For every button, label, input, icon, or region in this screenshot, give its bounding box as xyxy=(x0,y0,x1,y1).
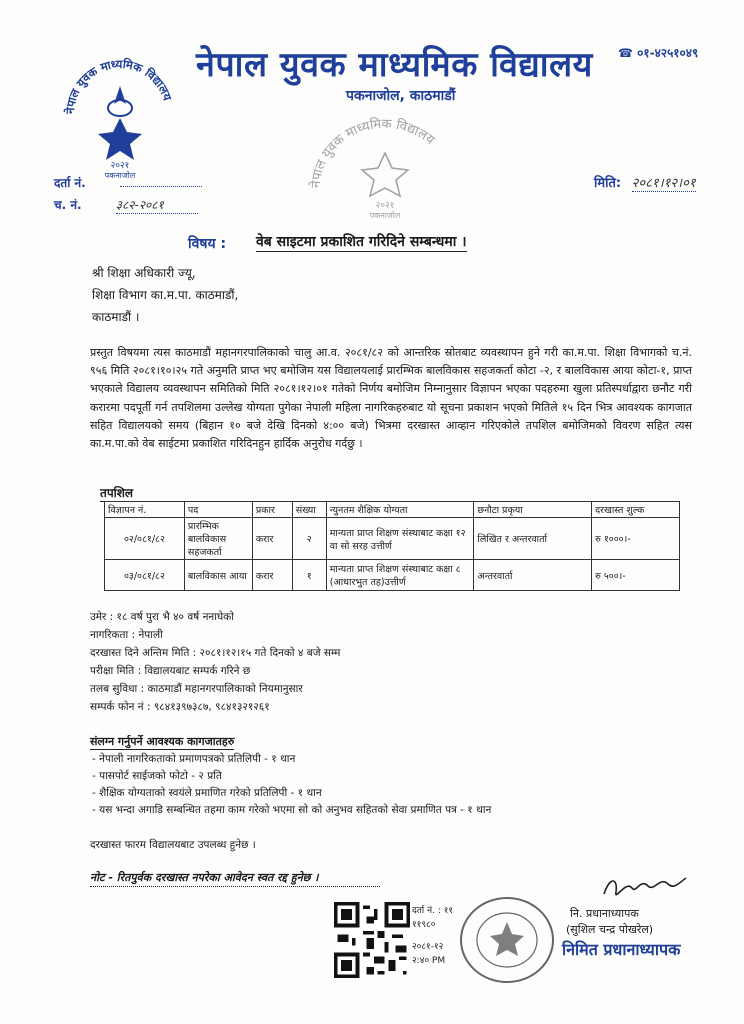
svg-text:नेपाल युवक माध्यमिक विद्यालय xyxy=(308,116,438,188)
cell-post: प्रारम्भिक बालविकास सहजकर्ता xyxy=(184,518,252,560)
faded-school-stamp xyxy=(300,108,470,218)
logo-year: २०२१ xyxy=(110,161,130,171)
phone-number: ☎ ०१-४२५१०४९ xyxy=(618,46,699,60)
col-header-fee: दरखास्त शुल्क xyxy=(592,502,680,518)
info-deadline: दरखास्त दिने अन्तिम मिति : २०८१।१२।१५ गते दिनको ४ बजे सम्म xyxy=(90,647,341,659)
signatory-name: (सुशिल चन्द्र पोखरेल) xyxy=(566,923,654,936)
ref-label: च. नं. xyxy=(54,198,82,212)
vacancy-table xyxy=(104,501,680,591)
received-stamp xyxy=(412,904,453,968)
stamp-arc-text: नेपाल युवक माध्यमिक विद्यालय xyxy=(308,116,438,189)
table-row xyxy=(105,560,680,591)
received-number: ११९८० xyxy=(412,920,436,930)
note: नोट - रितपुर्वक दरखास्त नपरेका आवेदन स्वत रद्द हुनेछ । xyxy=(90,871,319,884)
cell-count: १ xyxy=(292,560,326,591)
received-date: २०८१-१२ xyxy=(412,942,444,952)
qr-code xyxy=(334,902,410,978)
signatory-stamp: निमित प्रधानाध्यापक xyxy=(562,940,681,959)
date-label: मिति: xyxy=(594,176,622,191)
cell-type: करार xyxy=(252,518,292,560)
table-header-row xyxy=(105,502,680,518)
table-row xyxy=(105,518,680,560)
ref-value: ३८२-२०८१ xyxy=(116,196,198,214)
col-header-selection: छनौटा प्रकृया xyxy=(474,502,592,518)
col-header-qualification: न्युनतम शैक्षिक योग्यता xyxy=(326,502,474,518)
cell-fee: रु ५००।- xyxy=(592,560,680,591)
col-header-post: पद xyxy=(184,502,252,518)
cell-type: करार xyxy=(252,560,292,591)
info-age: उमेर : १८ वर्ष पुरा भै ४० वर्ष ननाघेको xyxy=(90,611,234,623)
reference-number xyxy=(54,196,198,214)
received-label: दर्ता नं. : ११ xyxy=(412,906,454,916)
school-address: पकनाजोल, काठमाडौं xyxy=(346,88,456,104)
cell-qualification: मान्यता प्राप्त शिक्षण संस्थाबाट कक्षा ८ (आधारभुत तह)उत्तीर्ण xyxy=(326,560,474,591)
addressee-line-3: काठमाडौं । xyxy=(92,310,140,324)
cell-ad-no: ०३/०८१/८२ xyxy=(105,560,185,591)
document-item: - पासपोर्ट साईजको फोटो - २ प्रति xyxy=(92,770,222,782)
stamp-place: पकनाजोल xyxy=(369,211,401,218)
signature-scribble xyxy=(600,870,690,906)
info-contact: सम्पर्क फोन नं : ९८४१३९७३८७, ९८४१३२१२६१ xyxy=(90,701,270,713)
note-dotted-line xyxy=(90,886,380,887)
info-exam-date: परीक्षा मिति : विद्यालयबाट सम्पर्क गरिने छ xyxy=(90,665,251,677)
subject-label: विषय : xyxy=(188,236,227,252)
letter-date xyxy=(594,173,696,191)
logo-arc-text: नेपाल युवक माध्यमिक विद्यालय xyxy=(62,56,175,115)
stamp-year: २०२१ xyxy=(375,201,395,211)
info-salary: तलब सुविधा : काठमाडौं महानगरपालिकाको नियमानुसार xyxy=(90,683,303,695)
document-item: - शैक्षिक योग्यताको स्वयंले प्रमाणित गरेको प्रतिलिपी - १ थान xyxy=(92,787,322,799)
document-item: - यस भन्दा अगाडि सम्बन्धित तहमा काम गरेको भएमा सो को अनुभव सहितको सेवा प्रमाणित पत्र - १ थान xyxy=(92,804,492,816)
cell-fee: रु १०००।- xyxy=(592,518,680,560)
signatory-title: नि. प्रधानाध्यापक xyxy=(570,907,639,920)
addressee-line-2: शिक्षा विभाग का.म.पा. काठमाडौं, xyxy=(92,288,239,302)
logo-place: पकनाजोल xyxy=(104,171,136,178)
school-logo xyxy=(60,48,180,178)
col-header-type: प्रकार xyxy=(252,502,292,518)
received-time: २:४० PM xyxy=(412,956,446,966)
school-name: नेपाल युवक माध्यमिक विद्यालय xyxy=(196,45,593,85)
registration-number xyxy=(54,174,202,191)
table-title: तपशिल xyxy=(100,486,134,500)
date-value: २०८१।१२।०१ xyxy=(631,176,696,191)
addressee-line-1: श्री शिक्षा अधिकारी ज्यू, xyxy=(92,266,196,280)
cell-selection: अन्तरवार्ता xyxy=(474,560,592,591)
reg-label: दर्ता नं. xyxy=(54,176,86,190)
round-office-stamp xyxy=(452,888,562,988)
cell-count: २ xyxy=(292,518,326,560)
cell-qualification: मान्यता प्राप्त शिक्षण संस्थाबाट कक्षा १२ वा सो सरह उत्तीर्ण xyxy=(326,518,474,560)
cell-post: बालविकास आया xyxy=(184,560,252,591)
col-header-ad-no: विज्ञापन नं. xyxy=(105,502,185,518)
info-citizenship: नागरिकता : नेपाली xyxy=(90,629,163,641)
cell-ad-no: ०२/०८१/८२ xyxy=(105,518,185,560)
subject-text: वेब साइटमा प्रकाशित गरिदिने सम्बन्धमा । xyxy=(256,234,467,250)
document-item: - नेपाली नागरिकताको प्रमाणपत्रको प्रतिलिपी - १ थान xyxy=(92,753,296,765)
documents-title: संलग्न गर्नुपर्ने आवश्यक कागजातहरु xyxy=(90,735,235,748)
col-header-count: संख्या xyxy=(292,502,326,518)
cell-selection: लिखित र अन्तरवार्ता xyxy=(474,518,592,560)
reg-value xyxy=(120,186,202,187)
body-paragraph: प्रस्तुत विषयमा त्यस काठमाडौं महानगरपालिकाको चालु आ.व. २०८१/८२ को आन्तरिक स्रोतबाट व्यवस्थापन हुने गरी का.म.पा. शिक्षा विभागको च.नं. ९५६ मिति २०८१।१०।२५ गते अनुमति प्राप्त भए बमोजिम यस विद्यालयलाई प्रारम्भिक बालविकास सहजकर्ता कोटा -२, र बालविकास आया कोटा-१, प्राप्त भएकाले विद्यालय व्यवस्थापन समितिको मिति २०८१।१२।०१ गतेको निर्णय बमोजिम निम्नानुसार विज्ञापन भएका पदहरुमा खुला प्रतिस्पर्धाद्वारा छनौट गरी करारमा पदपूर्ती गर्न तपशिलमा उल्लेख योग्यता पुगेका नेपाली महिला नागरिकहरुबाट यो सूचना प्रकाशन भएको मितिले १५ दिन भित्र आवश्यक कागजात सहित विद्यालयको समय (बिहान १० बजे देखि दिनको ४:०० बजे) भित्रमा दरखास्त आव्हान गरिएकोले तपशिल बमोजिमको विवरण सहित त्यस का.म.पा.को वेब साईटमा प्रकाशित गरिदिनहुन हार्दिक अनुरोध गर्दछु । xyxy=(90,346,692,451)
form-availability: दरखास्त फारम विद्यालयबाट उपलब्ध हुनेछ । xyxy=(90,839,256,851)
svg-text:नेपाल युवक माध्यमिक विद्यालय xyxy=(63,57,175,115)
